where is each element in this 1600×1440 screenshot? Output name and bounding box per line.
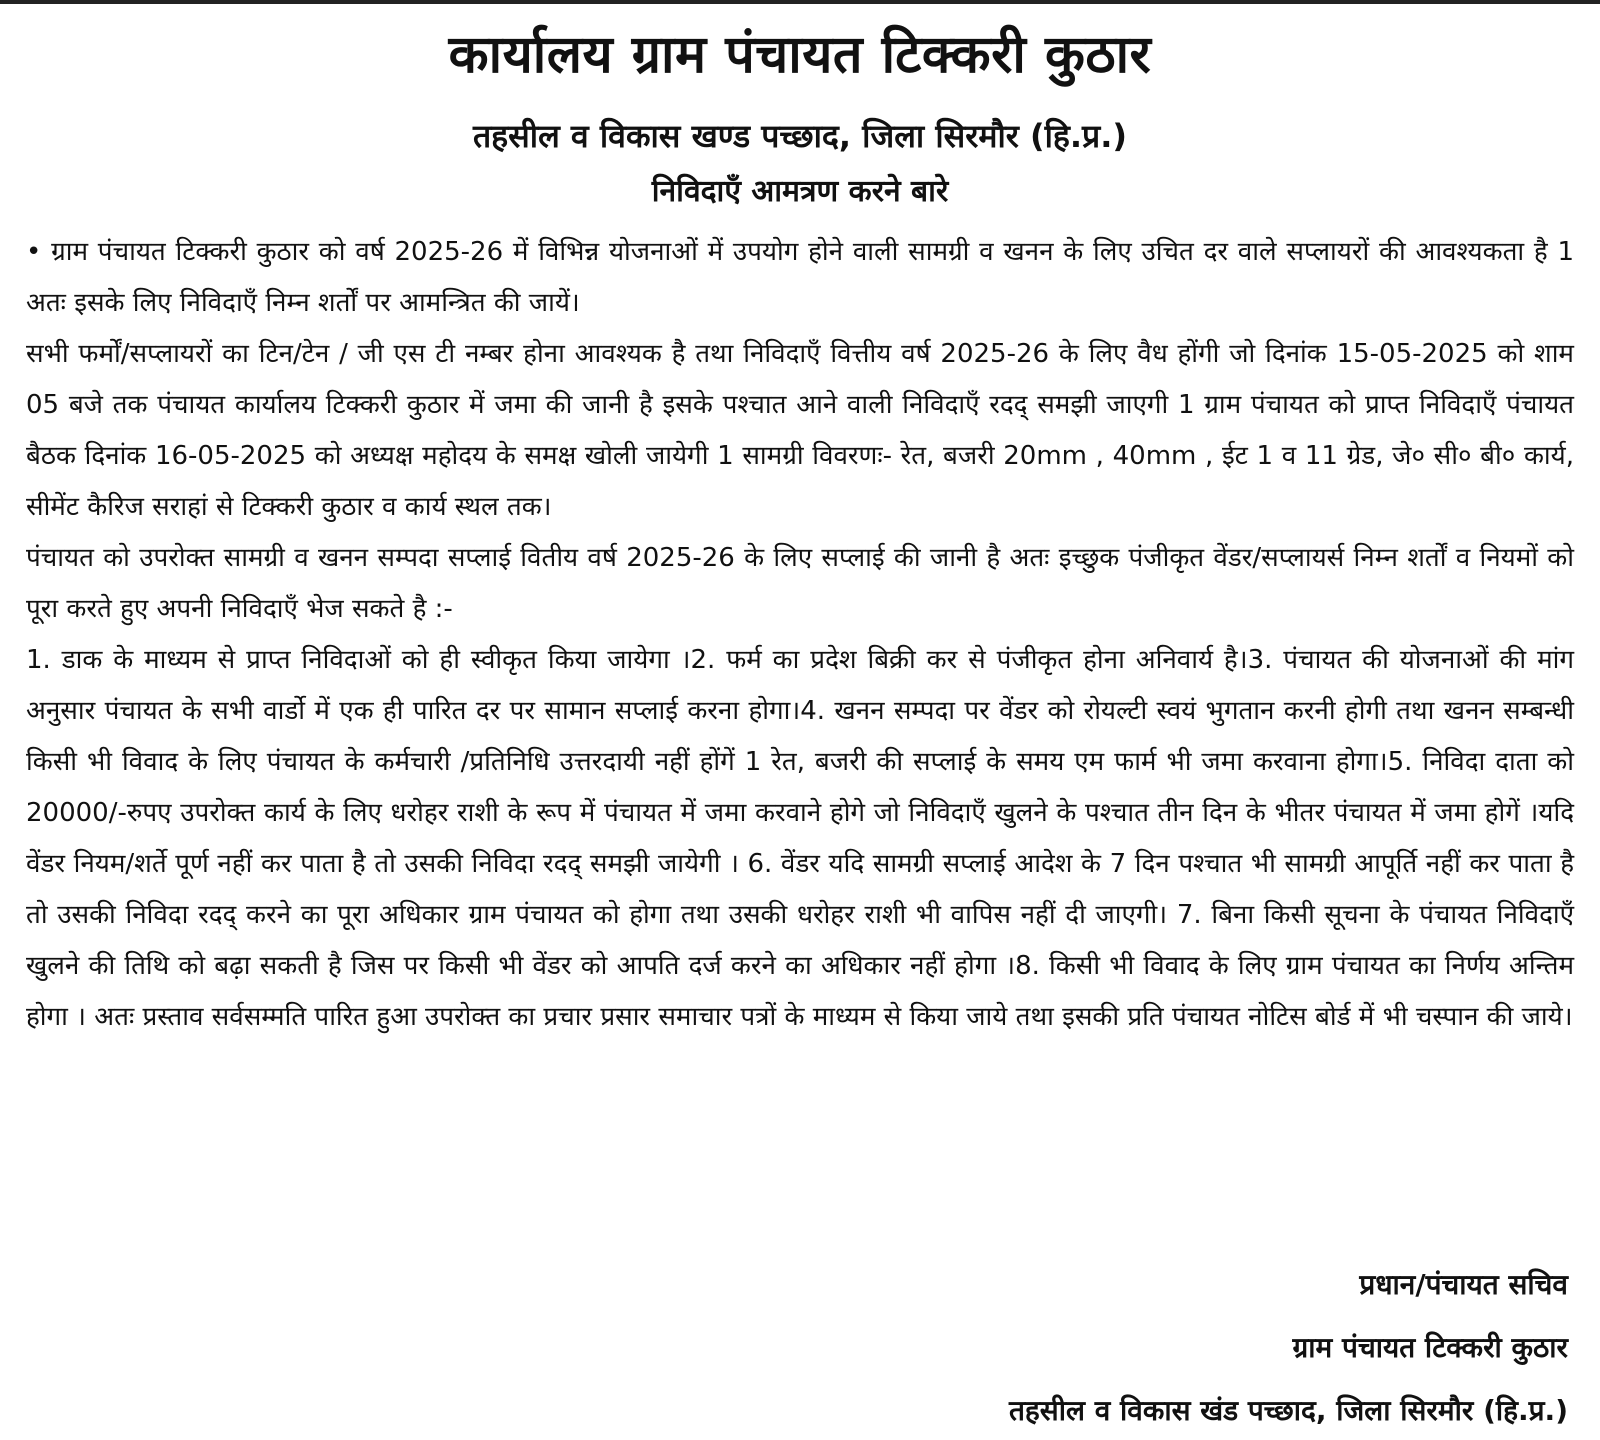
office-title: कार्यालय ग्राम पंचायत टिक्करी कुठार	[448, 25, 1152, 85]
paragraph-registration-deadline: सभी फर्मों/सप्लायरों का टिन/टेन / जी एस टी नम्बर होना आवश्यक है तथा निविदाएँ वित्तीय वर्ष 2025-26 के लिए वैध होंगी जो दिनांक 15-05-2025 को शाम 05 बजे तक पंचायत कार्यालय टिक्करी कुठार में जमा की जानी है इसके पश्चात आने वाली निविदाएँ रदद् समझी जाएगी 1 ग्राम पंचायत को प्राप्त निविदाएँ पंचायत बैठक दिनांक 16-05-2025 को अध्यक्ष महोदय के समक्ष खोली जायेगी 1 सामग्री विवरणः- रेत, बजरी 20mm , 40mm , ईट 1 व 11 ग्रेड, जे० सी० बी० कार्य, सीमेंट कैरिज सराहां से टिक्करी कुठार व कार्य स्थल तक।	[26, 339, 1574, 522]
signature-designation: प्रधान/पंचायत सचिव	[1359, 1268, 1568, 1301]
paragraph-terms-conditions: 1. डाक के माध्यम से प्राप्त निविदाओं को ही स्वीकृत किया जायेगा ।2. फर्म का प्रदेश बिक्री कर से पंजीकृत होना अनिवार्य है।3. पंचायत की योजनाओं की मांग अनुसार पंचायत के सभी वार्डो में एक ही पारित दर पर सामान सप्लाई करना होगा।4. खनन सम्पदा पर वेंडर को रोयल्टी स्वयं भुगतान करनी होगी तथा खनन सम्बन्धी किसी भी विवाद के लिए पंचायत के कर्मचारी /प्रतिनिधि उत्तरदायी नहीं होंगें 1 रेत, बजरी की सप्लाई के समय एम फार्म भी जमा करवाना होगा।5. निविदा दाता को 20000/-रुपए उपरोक्त कार्य के लिए धरोहर राशी के रूप में पंचायत में जमा करवाने होगे जो निविदाएँ खुलने के पश्चात तीन दिन के भीतर पंचायत में जमा होगें ।यदि वेंडर नियम/शर्ते पूर्ण नहीं कर पाता है तो उसकी निविदा रदद् समझी जायेगी । 6. वेंडर यदि सामग्री सप्लाई आदेश के 7 दिन पश्चात भी सामग्री आपूर्ति नहीं कर पाता है तो उसकी निविदा रदद् करने का पूरा अधिकार ग्राम पंचायत को होगा तथा उसकी धरोहर राशी भी वापिस नहीं दी जाएगी। 7. बिना किसी सूचना के पंचायत निविदाएँ खुलने की तिथि को बढ़ा सकती है जिस पर किसी भी वेंडर को आपति दर्ज करने का अधिकार नहीं होगा ।8. किसी भी विवाद के लिए ग्राम पंचायत का निर्णय अन्तिम होगा । अतः प्रस्ताव सर्वसम्मति पारित हुआ उपरोक्त का प्रचार प्रसार समाचार पत्रों के माध्यम से किया जाये तथा इसकी प्रति पंचायत नोटिस बोर्ड में भी चस्पान की जाये।	[26, 645, 1574, 1032]
paragraph-supply-invitation: पंचायत को उपरोक्त सामग्री व खनन सम्पदा सप्लाई वितीय वर्ष 2025-26 के लिए सप्लाई की जानी है अतः इच्छुक पंजीकृत वेंडर/सप्लायर्स निम्न शर्तों व नियमों को पूरा करते हुए अपनी निविदाएँ भेज सकते है :-	[26, 543, 1574, 624]
office-address: तहसील व विकास खण्ड पच्छाद, जिला सिरमौर (हि.प्र.)	[472, 117, 1128, 155]
paragraph-intro: • ग्राम पंचायत टिक्करी कुठार को वर्ष 2025-26 में विभिन्न योजनाओं में उपयोग होने वाली सामग्री व खनन के लिए उचित दर वाले सप्लायरों की आवश्यकता है 1 अतः इसके लिए निविदाएँ निम्न शर्तों पर आमन्त्रित की जायें।	[26, 237, 1574, 318]
notice-subject: निविदाएँ आमत्रण करने बारे	[651, 174, 949, 209]
signature-address: तहसील व विकास खंड पच्छाद, जिला सिरमौर (हि.प्र.)	[1008, 1394, 1568, 1427]
notice-body	[26, 227, 1574, 1043]
signature-panchayat: ग्राम पंचायत टिक्करी कुठार	[1292, 1331, 1568, 1364]
